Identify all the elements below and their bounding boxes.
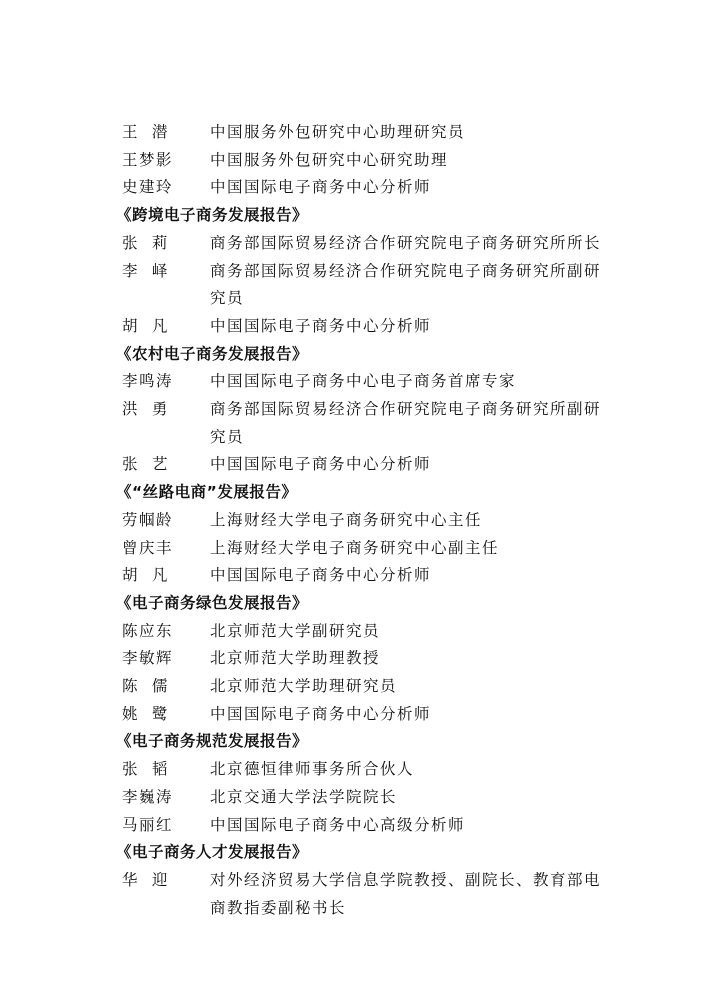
person-name: 劳帼龄 (122, 510, 174, 529)
person-name: 胡 凡 (122, 316, 169, 335)
person-name: 王梦影 (122, 150, 174, 169)
list-item (0, 368, 721, 396)
person-title: 商务部国际贸易经济合作研究院电子商务研究所副研究员 (210, 400, 602, 446)
person-title: 北京德恒律师事务所合伙人 (210, 760, 415, 779)
person-name: 李敏辉 (122, 649, 174, 668)
person-title: 北京交通大学法学院院长 (210, 787, 398, 806)
section-heading: 《电子商务绿色发展报告》 (116, 593, 309, 612)
person-name: 张 艺 (122, 455, 169, 474)
person-title: 中国服务外包研究中心研究助理 (210, 150, 449, 169)
section-heading: 《跨境电子商务发展报告》 (116, 206, 309, 225)
person-name: 李鸣涛 (122, 372, 174, 391)
person-name: 张 韬 (122, 760, 169, 779)
person-name: 洪 勇 (122, 400, 169, 419)
person-title: 中国国际电子商务中心分析师 (210, 704, 432, 723)
person-title: 北京师范大学助理研究员 (210, 677, 398, 696)
list-item (0, 174, 721, 202)
list-item (0, 396, 721, 451)
list-item (0, 673, 721, 701)
list-item (0, 701, 721, 729)
person-title: 北京师范大学副研究员 (210, 621, 381, 640)
list-item (0, 147, 721, 175)
list-item (0, 507, 721, 535)
section-heading: 《电子商务人才发展报告》 (116, 843, 309, 862)
person-name: 王 潜 (122, 123, 169, 141)
person-name: 李 峄 (122, 261, 169, 280)
person-title: 上海财经大学电子商务研究中心主任 (210, 510, 483, 529)
person-name: 姚 鹭 (122, 704, 169, 723)
list-item (0, 562, 721, 590)
list-item (0, 313, 721, 341)
list-item (0, 451, 721, 479)
person-title: 中国国际电子商务中心分析师 (210, 316, 432, 335)
person-name: 曾庆丰 (122, 538, 174, 557)
person-name: 张 莉 (122, 233, 169, 252)
person-title: 中国国际电子商务中心电子商务首席专家 (210, 372, 517, 391)
person-name: 史建玲 (122, 178, 174, 197)
person-title: 商务部国际贸易经济合作研究院电子商务研究所所长 (210, 233, 602, 252)
list-item (0, 756, 721, 784)
person-title: 上海财经大学电子商务研究中心副主任 (210, 538, 500, 557)
person-title: 中国国际电子商务中心分析师 (210, 566, 432, 585)
person-title: 商务部国际贸易经济合作研究院电子商务研究所副研究员 (210, 261, 602, 308)
person-name: 李巍涛 (122, 787, 174, 806)
section-heading: 《电子商务规范发展报告》 (116, 732, 309, 751)
section-heading: 《“丝路电商”发展报告》 (116, 483, 298, 502)
list-item (0, 867, 721, 922)
section-heading: 《农村电子商务发展报告》 (116, 344, 309, 363)
list-item (0, 230, 721, 258)
list-item (0, 618, 721, 646)
person-name: 华 迎 (122, 870, 169, 889)
document-body (0, 119, 721, 922)
person-name: 胡 凡 (122, 566, 169, 585)
list-item (0, 535, 721, 563)
person-title: 对外经济贸易大学信息学院教授、副院长、教育部电商教指委副秘书长 (210, 870, 602, 917)
person-name: 马丽红 (122, 815, 174, 834)
list-item (0, 645, 721, 673)
person-title: 中国国际电子商务中心分析师 (210, 455, 432, 474)
person-title: 中国国际电子商务中心分析师 (210, 178, 432, 197)
person-title: 中国服务外包研究中心助理研究员 (210, 123, 466, 141)
list-item (0, 119, 721, 147)
person-name: 陈应东 (122, 621, 174, 640)
list-item (0, 258, 721, 313)
person-title: 北京师范大学助理教授 (210, 649, 381, 668)
person-title: 中国国际电子商务中心高级分析师 (210, 815, 466, 834)
list-item (0, 812, 721, 840)
list-item (0, 784, 721, 812)
person-name: 陈 儒 (122, 677, 169, 696)
